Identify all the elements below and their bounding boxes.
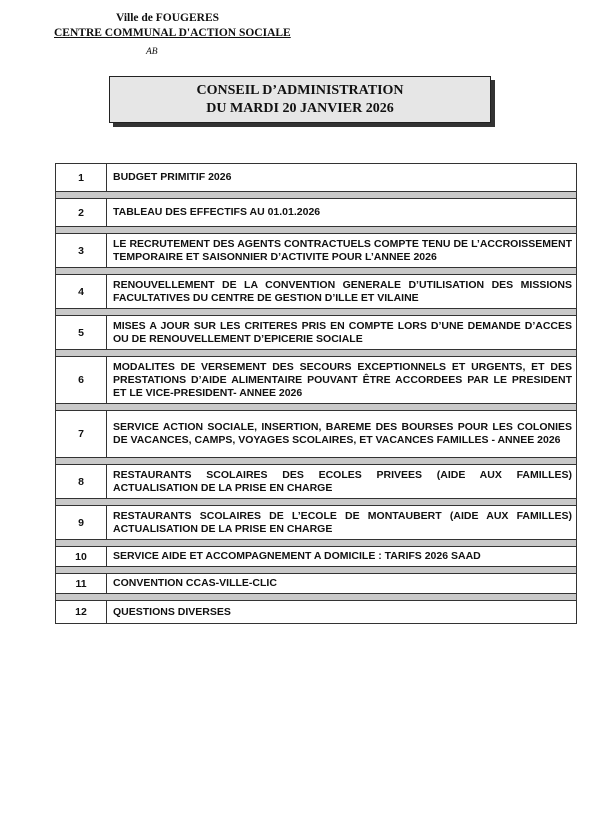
- row-separator: [56, 192, 576, 199]
- agenda-item-number: 6: [56, 357, 107, 403]
- agenda-item-number: 9: [56, 506, 107, 539]
- agenda-item-text: MISES A JOUR SUR LES CRITERES PRIS EN COMPTE LORS D’UNE DEMANDE D’ACCES OU DE RENOUVELLEMENT D’EPICERIE SOCIALE: [113, 319, 572, 345]
- row-separator: [56, 594, 576, 601]
- agenda-item-text: SERVICE ACTION SOCIALE, INSERTION, BAREME DES BOURSES POUR LES COLONIES DE VACANCES, CAMPS, VOYAGES SCOLAIRES, ET VACANCES FAMILLES - ANNEE 2026: [113, 421, 572, 446]
- agenda-item-text: SERVICE AIDE ET ACCOMPAGNEMENT A DOMICILE : TARIFS 2026 SAAD: [113, 550, 481, 562]
- agenda-item-number: 10: [56, 547, 107, 566]
- agenda-row: [56, 465, 576, 499]
- row-separator: [56, 458, 576, 465]
- agenda-row: [56, 234, 576, 268]
- agenda-item-number: 1: [56, 164, 107, 191]
- agenda-item-text: MODALITES DE VERSEMENT DES SECOURS EXCEPTIONNELS ET URGENTS, ET DES PRESTATIONS D’AIDE ALIMENTAIRE POUVANT ÊTRE ACCORDEES PAR LE PRESIDENT ET LE VICE-PRESIDENT- ANNEE 2026: [113, 360, 572, 399]
- town-name: Ville de FOUGERES: [115, 12, 220, 24]
- row-separator: [56, 350, 576, 357]
- agenda-row: [56, 316, 576, 350]
- agenda-item-text: LE RECRUTEMENT DES AGENTS CONTRACTUELS COMPTE TENU DE L’ACCROISSEMENT TEMPORAIRE ET SAISONNIER D’ACTIVITE POUR L’ANNEE 2026: [113, 237, 572, 263]
- agenda-row: [56, 164, 576, 192]
- agenda-item-text: RESTAURANTS SCOLAIRES DE L’ECOLE DE MONTAUBERT (AIDE AUX FAMILLES) ACTUALISATION DE LA PRISE EN CHARGE: [113, 509, 572, 535]
- meeting-title: CONSEIL D’ADMINISTRATION: [196, 82, 404, 98]
- agenda-row: [56, 275, 576, 309]
- agenda-item-text: RENOUVELLEMENT DE LA CONVENTION GENERALE D’UTILISATION DES MISSIONS FACULTATIVES DU CENTRE DE GESTION D’ILLE ET VILAINE: [113, 278, 572, 304]
- agenda-row: [56, 199, 576, 227]
- agenda-item-text: TABLEAU DES EFFECTIFS AU 01.01.2026: [113, 206, 321, 218]
- row-separator: [56, 227, 576, 234]
- agenda-table: [55, 163, 577, 624]
- agenda-item-number: 5: [56, 316, 107, 349]
- agenda-row: [56, 411, 576, 458]
- meeting-title-box: [109, 76, 491, 123]
- agenda-item-text: RESTAURANTS SCOLAIRES DES ECOLES PRIVEES (AIDE AUX FAMILLES) ACTUALISATION DE LA PRISE EN CHARGE: [113, 468, 572, 494]
- agenda-item-number: 3: [56, 234, 107, 267]
- agenda-row: [56, 601, 576, 623]
- agenda-item-text: BUDGET PRIMITIF 2026: [113, 171, 232, 183]
- agenda-item-number: 12: [56, 601, 107, 623]
- meeting-date: DU MARDI 20 JANVIER 2026: [206, 100, 394, 116]
- organization-name: CENTRE COMMUNAL D'ACTION SOCIALE: [54, 27, 291, 39]
- row-separator: [56, 268, 576, 275]
- author-initials: AB: [146, 47, 158, 57]
- agenda-item-number: 7: [56, 411, 107, 457]
- agenda-item-number: 8: [56, 465, 107, 498]
- agenda-row: [56, 357, 576, 404]
- row-separator: [56, 567, 576, 574]
- agenda-row: [56, 506, 576, 540]
- agenda-row: [56, 574, 576, 594]
- agenda-item-number: 11: [56, 574, 107, 593]
- row-separator: [56, 499, 576, 506]
- agenda-item-text: QUESTIONS DIVERSES: [113, 605, 231, 618]
- row-separator: [56, 540, 576, 547]
- agenda-item-number: 2: [56, 199, 107, 226]
- row-separator: [56, 309, 576, 316]
- agenda-item-text: CONVENTION CCAS-VILLE-CLIC: [113, 577, 277, 589]
- agenda-item-number: 4: [56, 275, 107, 308]
- agenda-row: [56, 547, 576, 567]
- row-separator: [56, 404, 576, 411]
